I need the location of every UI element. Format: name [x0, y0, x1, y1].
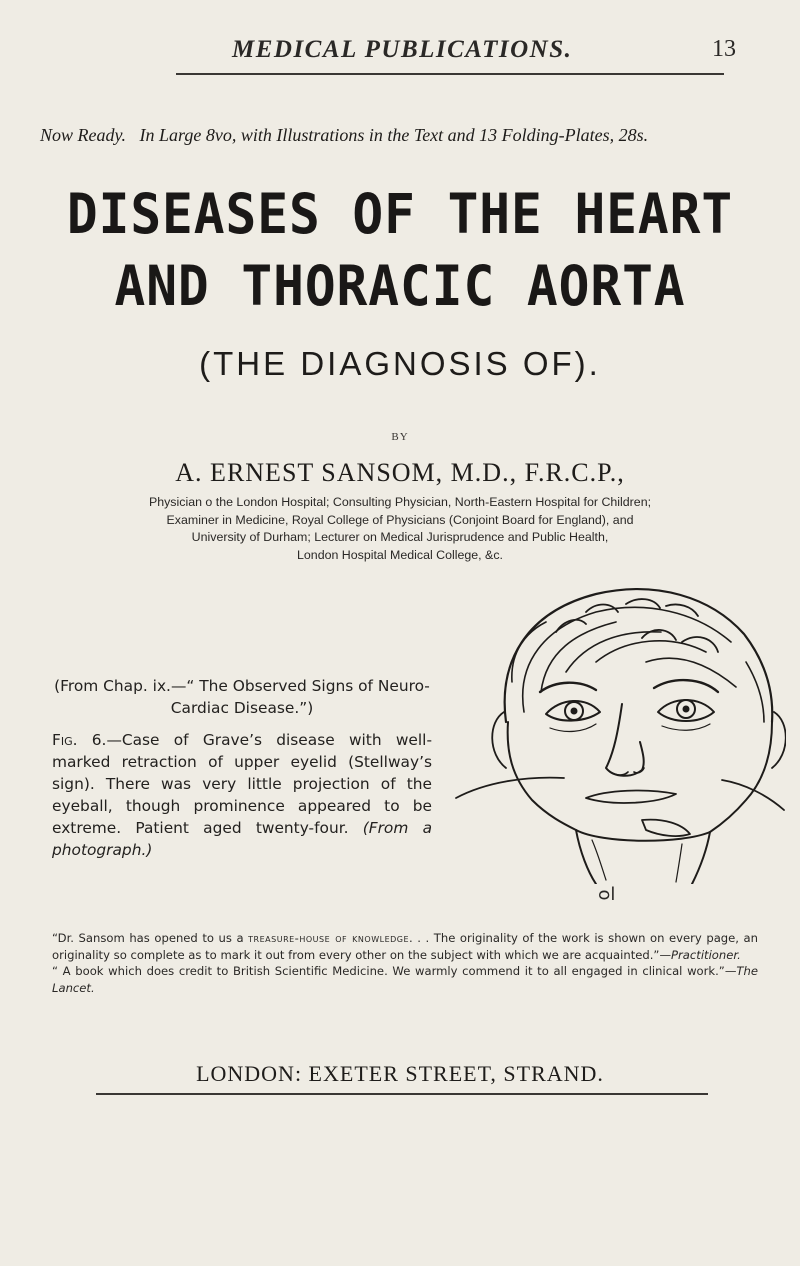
header-rule [176, 73, 724, 75]
press-reviews [52, 930, 758, 996]
availability-note: Now Ready. [40, 125, 126, 145]
plate-mark: ᴑl [598, 884, 616, 905]
review-quote [52, 930, 758, 963]
review-quote [52, 963, 758, 996]
review-source: Practitioner. [671, 947, 741, 962]
hair-outline [505, 589, 773, 722]
portrait-illustration [446, 572, 786, 884]
face-left-side [508, 722, 576, 830]
book-title-line-1: DISEASES OF THE HEART [66, 182, 734, 246]
credential-line: University of Durham; Lecturer on Medical Jurisprudence and Public Health, [191, 530, 609, 544]
figure-source: (From a photograph.) [52, 819, 432, 859]
right-ear [772, 712, 786, 768]
book-subtitle: (THE DIAGNOSIS OF). [199, 345, 601, 382]
figure-text: —Case of Grave’s disease with well-marked retraction of upper eyelid (Stellway’s sign). There was very little projection of the eyeball, though prominence appeared to be extreme. Patient aged twenty-four. [52, 731, 433, 837]
left-eyebrow [540, 683, 596, 692]
review-text: . . . The originality of the work is shown on every page, an originality so complete as to mark it out from every other on the subject with which we are acquainted.”— [52, 931, 758, 962]
neck-shading [592, 840, 682, 882]
running-head [0, 34, 800, 74]
book-title-line-2: AND THORACIC AORTA [114, 254, 686, 318]
face-right-side [710, 722, 772, 832]
mouth [586, 791, 676, 803]
nose [606, 704, 644, 776]
chapter-reference: (From Chap. ix.—“ The Observed Signs of Neuro-Cardiac Disease.”) [54, 677, 430, 717]
running-title: MEDICAL PUBLICATIONS. [232, 36, 573, 63]
hair-strands [512, 607, 764, 722]
credential-line: Examiner in Medicine, Royal College of Physicians (Conjoint Board for England), and [166, 512, 634, 527]
review-smallcaps: treasure-house of knowledge [248, 931, 410, 945]
neck-left [576, 830, 596, 884]
figure-description [52, 729, 432, 861]
credential-line: London Hospital Medical College, &c. [297, 547, 503, 562]
review-lead: “Dr. Sansom has opened to us a [52, 931, 249, 945]
eye-shading [550, 724, 710, 731]
credential-line: Physician o the London Hospital; Consulting Physician, North-Eastern Hospital for Children; [148, 495, 652, 509]
chin [576, 830, 710, 841]
by-line: BY [391, 431, 409, 443]
right-eyebrow [654, 680, 718, 692]
left-ear [492, 712, 506, 768]
left-shoulder [456, 778, 564, 798]
footer-rule [96, 1093, 708, 1095]
review-lead: “ A book which does credit to British Scientific Medicine. We warmly commend it to all engaged in clinical work.”— [52, 964, 737, 978]
right-shoulder [722, 780, 784, 810]
figure-label: Fig. 6. [52, 731, 107, 749]
review-source: The Lancet. [52, 964, 758, 995]
collar [642, 820, 690, 836]
author-credentials [40, 494, 760, 564]
publisher-imprint: LONDON: EXETER STREET, STRAND. [196, 1061, 604, 1086]
figure-caption [52, 675, 432, 861]
publication-announcement [40, 125, 760, 146]
page-number: 13 [712, 36, 736, 62]
format-and-price: In Large 8vo, with Illustrations in the Text and 13 Folding-Plates, 28s. [139, 125, 649, 145]
neck-right [692, 832, 710, 884]
author-name: A. ERNEST SANSOM, M.D., F.R.C.P., [175, 458, 625, 487]
